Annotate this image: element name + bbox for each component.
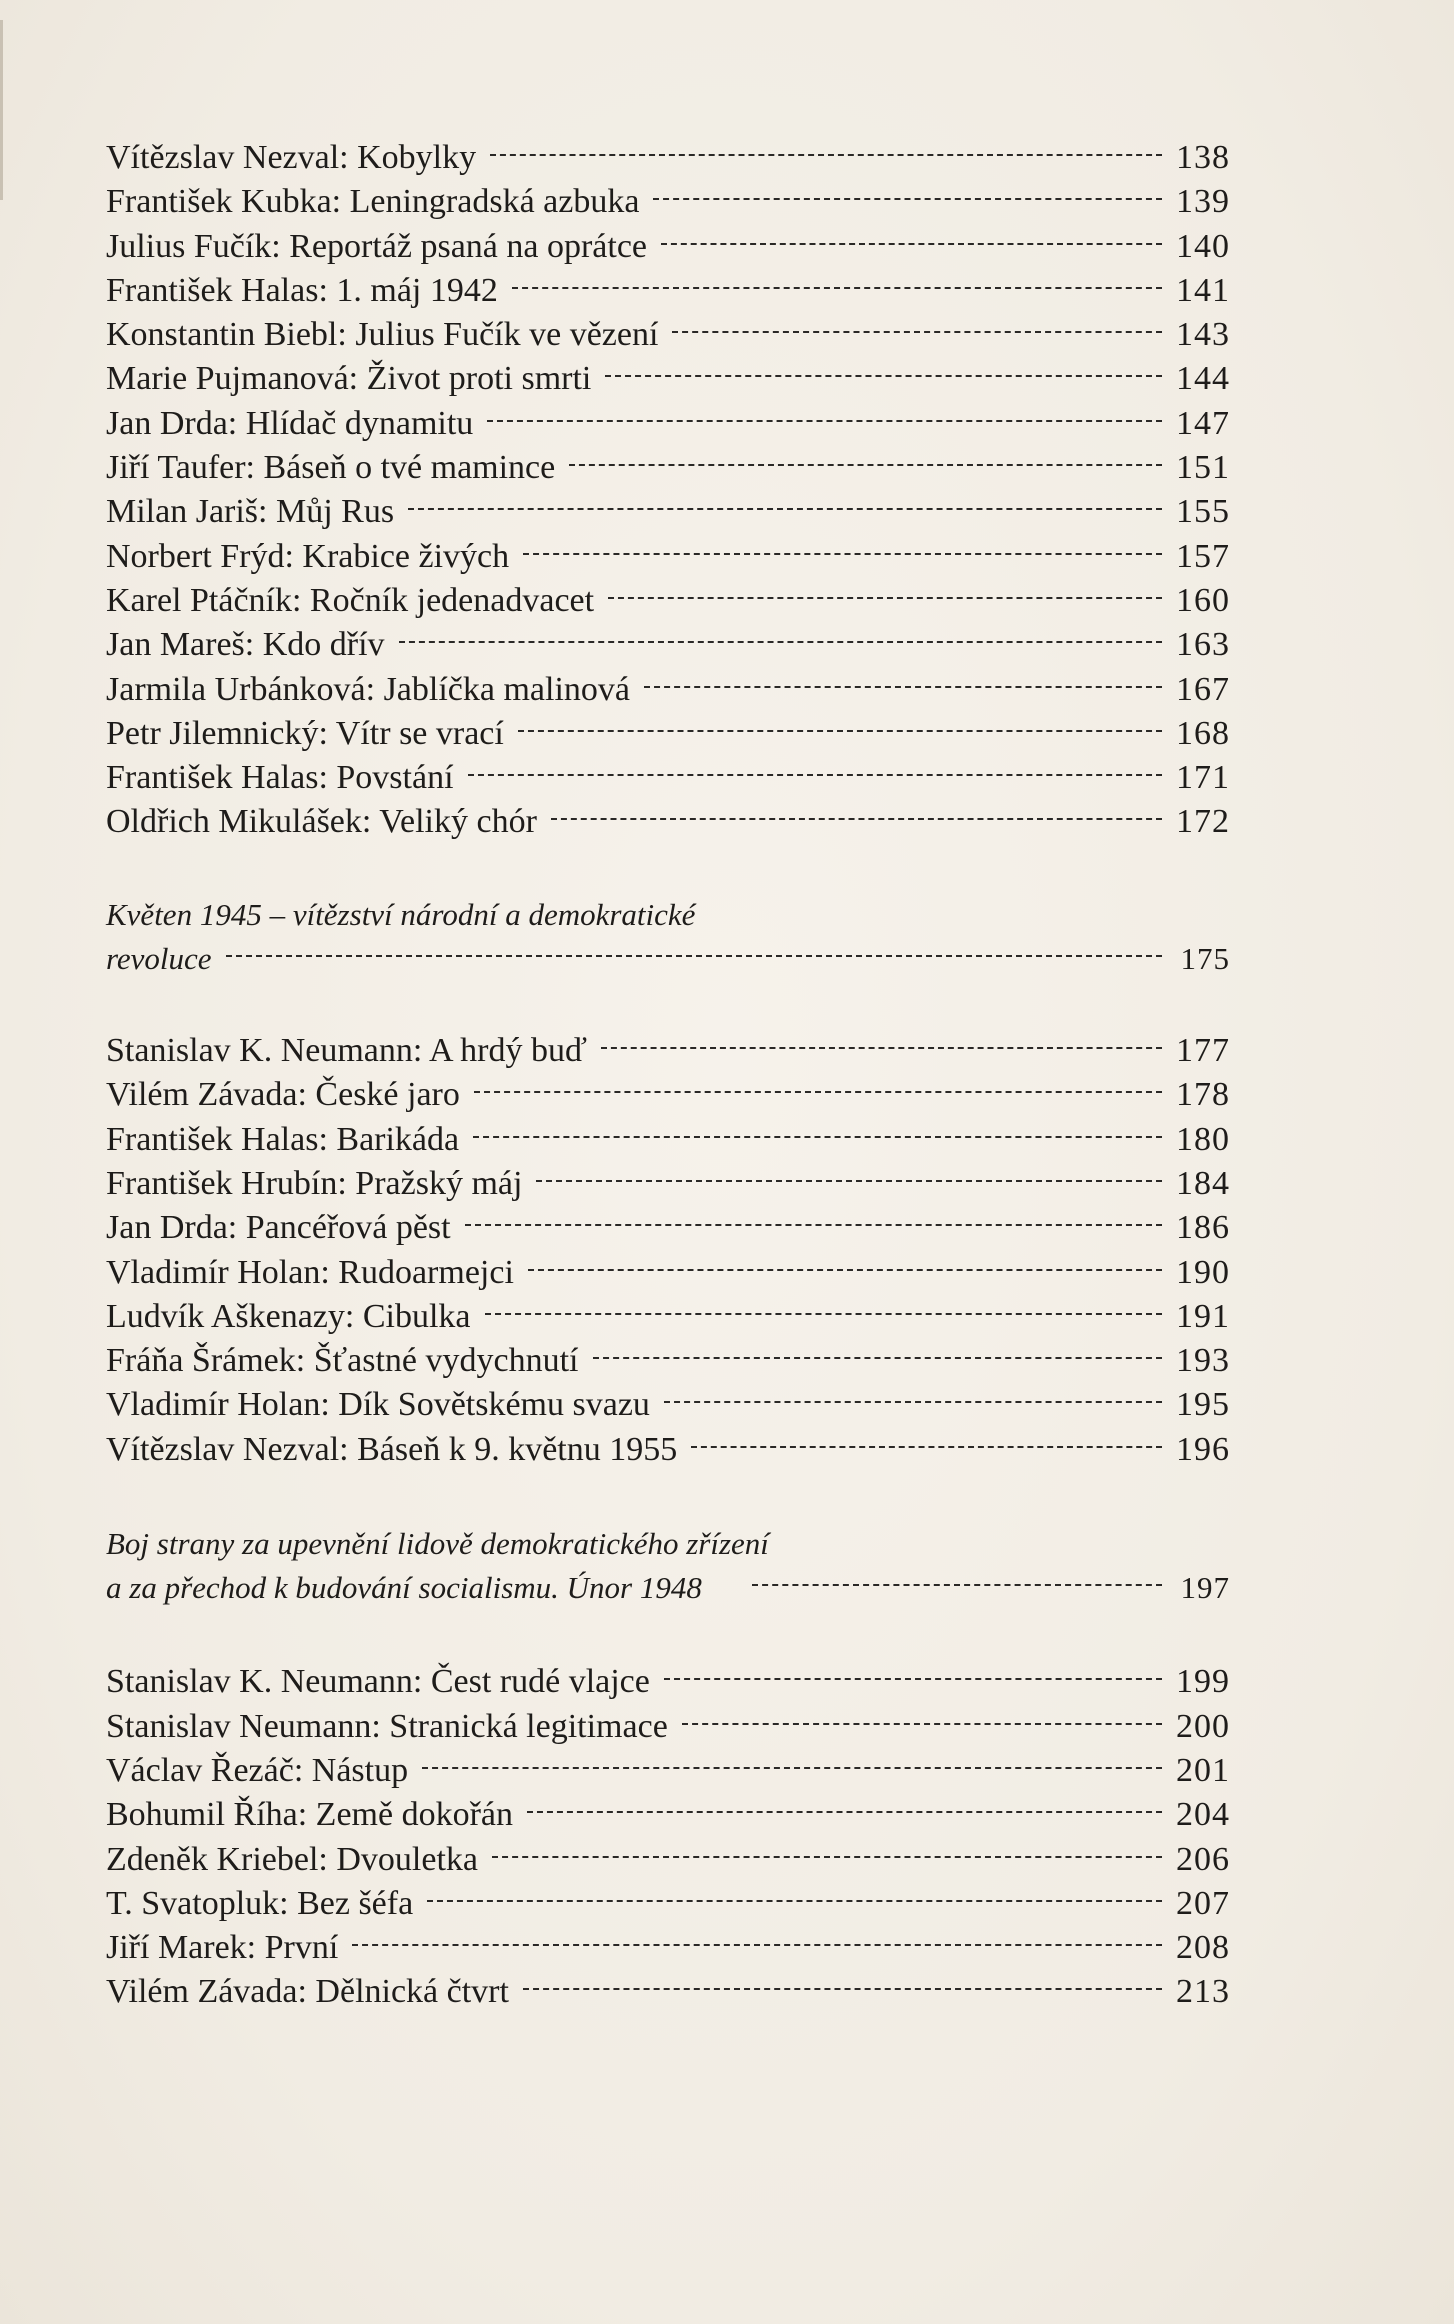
page-number: 160	[1176, 581, 1230, 619]
dot-leader	[664, 1401, 1162, 1403]
entry-title: Ludvík Aškenazy: Cibulka	[106, 1297, 471, 1335]
spacer	[106, 845, 1230, 893]
spacer	[106, 1610, 1230, 1660]
entry-title: Jan Drda: Pancéřová pěst	[106, 1209, 451, 1247]
entry-title: T. Svatopluk: Bez šéfa	[106, 1884, 414, 1922]
toc-entry	[106, 1838, 1230, 1882]
page-number: 171	[1176, 759, 1230, 797]
entry-title: Vladimír Holan: Dík Sovětskému svazu	[106, 1386, 650, 1424]
dot-leader	[352, 1944, 1162, 1946]
dot-leader	[490, 154, 1162, 156]
dot-leader	[605, 375, 1162, 377]
dot-leader	[593, 1357, 1163, 1359]
page-number: 201	[1176, 1751, 1230, 1789]
entry-title: Jan Drda: Hlídač dynamitu	[106, 404, 474, 442]
dot-leader	[682, 1723, 1162, 1725]
toc-entry	[106, 800, 1230, 844]
dot-leader	[664, 1678, 1162, 1680]
entry-title: Konstantin Biebl: Julius Fučík ve vězení	[106, 316, 659, 354]
entry-title: František Halas: Povstání	[106, 759, 454, 797]
entry-title: František Halas: Barikáda	[106, 1120, 460, 1158]
page-number: 204	[1176, 1796, 1230, 1834]
dot-leader	[752, 1584, 1162, 1586]
page-number: 138	[1176, 139, 1230, 176]
entry-title: Vítězslav Nezval: Kobylky	[106, 139, 477, 176]
page-number: 196	[1176, 1430, 1230, 1468]
toc-entry	[106, 1705, 1230, 1749]
dot-leader	[518, 730, 1162, 732]
toc-entry	[106, 446, 1230, 490]
toc-entry	[106, 1118, 1230, 1162]
dot-leader	[468, 774, 1162, 776]
toc-entry	[106, 756, 1230, 800]
page-number: 200	[1176, 1707, 1230, 1745]
dot-leader	[536, 1180, 1162, 1182]
page-number: 191	[1176, 1297, 1230, 1335]
entry-title: Jan Mareš: Kdo dřív	[106, 626, 385, 664]
dot-leader	[465, 1224, 1162, 1226]
entry-title: Milan Jariš: Můj Rus	[106, 493, 395, 531]
dot-leader	[527, 1811, 1162, 1813]
entry-title: Julius Fučík: Reportáž psaná na oprátce	[106, 227, 648, 265]
page-number: 208	[1176, 1929, 1230, 1967]
page-number: 178	[1176, 1076, 1230, 1114]
dot-leader	[653, 198, 1162, 200]
toc-entry	[106, 1428, 1230, 1472]
entry-title: František Kubka: Leningradská azbuka	[106, 183, 640, 221]
toc-entry	[106, 1073, 1230, 1117]
section-heading-2	[106, 1522, 1230, 1610]
toc-entry	[106, 579, 1230, 623]
entry-title: Zdeněk Kriebel: Dvouletka	[106, 1840, 478, 1878]
dot-leader	[569, 464, 1162, 466]
section-heading-row	[106, 1566, 1230, 1610]
page-number: 175	[1180, 940, 1230, 976]
toc-entry	[106, 535, 1230, 579]
page-number: 140	[1176, 227, 1230, 265]
entry-title: Vladimír Holan: Rudoarmejci	[106, 1253, 514, 1291]
page-number: 143	[1176, 316, 1230, 354]
dot-leader	[644, 686, 1162, 688]
page-number: 207	[1176, 1884, 1230, 1922]
toc-entry	[106, 1660, 1230, 1704]
toc-entry	[106, 1926, 1230, 1970]
dot-leader	[551, 818, 1162, 820]
dot-leader	[427, 1900, 1162, 1902]
dot-leader	[474, 1091, 1162, 1093]
table-of-contents	[106, 136, 1230, 2015]
dot-leader	[485, 1313, 1162, 1315]
toc-entry	[106, 712, 1230, 756]
entry-title: Oldřich Mikulášek: Veliký chór	[106, 803, 537, 841]
dot-leader	[226, 955, 1162, 957]
entry-title: Jarmila Urbánková: Jablíčka malinová	[106, 670, 630, 708]
dot-leader	[672, 331, 1162, 333]
entry-title: Stanislav K. Neumann: Čest rudé vlajce	[106, 1663, 650, 1701]
page-number: 184	[1176, 1164, 1230, 1202]
section-heading-line: Boj strany za upevnění lidově demokratického zřízení	[106, 1526, 769, 1562]
toc-entry	[106, 136, 1230, 180]
page-number: 141	[1176, 271, 1230, 309]
entry-title: Vítězslav Nezval: Báseň k 9. květnu 1955	[106, 1430, 678, 1468]
page-number: 157	[1176, 537, 1230, 575]
page-number: 139	[1176, 183, 1230, 221]
page-number: 177	[1176, 1032, 1230, 1070]
dot-leader	[408, 508, 1162, 510]
page-number: 206	[1176, 1840, 1230, 1878]
dot-leader	[608, 597, 1162, 599]
entry-title: Petr Jilemnický: Vítr se vrací	[106, 714, 504, 752]
toc-entry	[106, 1251, 1230, 1295]
toc-entry	[106, 623, 1230, 667]
page-number: 151	[1176, 449, 1230, 487]
entry-title: Bohumil Říha: Země dokořán	[106, 1796, 513, 1834]
entry-title: Norbert Frýd: Krabice živých	[106, 537, 510, 575]
toc-entry	[106, 402, 1230, 446]
entry-title: Jiří Taufer: Báseň o tvé mamince	[106, 449, 556, 487]
entry-title: Vilém Závada: Dělnická čtvrt	[106, 1973, 509, 2011]
section-heading-row	[106, 937, 1230, 981]
toc-entry	[106, 1383, 1230, 1427]
entry-title: Marie Pujmanová: Život proti smrti	[106, 360, 592, 398]
entry-title: Stanislav Neumann: Stranická legitimace	[106, 1707, 668, 1745]
toc-entry	[106, 313, 1230, 357]
page-number: 167	[1176, 670, 1230, 708]
toc-entry	[106, 1162, 1230, 1206]
dot-leader	[399, 641, 1162, 643]
dot-leader	[487, 420, 1162, 422]
page-number: 180	[1176, 1120, 1230, 1158]
dot-leader	[512, 287, 1162, 289]
entry-title: František Hrubín: Pražský máj	[106, 1164, 523, 1202]
spacer	[106, 981, 1230, 1029]
page-number: 147	[1176, 404, 1230, 442]
toc-entry	[106, 225, 1230, 269]
entry-title: Karel Ptáčník: Ročník jedenadvacet	[106, 581, 595, 619]
toc-entry	[106, 1749, 1230, 1793]
toc-entry	[106, 668, 1230, 712]
dot-leader	[422, 1767, 1162, 1769]
page-number: 213	[1176, 1973, 1230, 2011]
toc-entry	[106, 1029, 1230, 1073]
page-edge-mark	[0, 20, 3, 200]
dot-leader	[528, 1269, 1162, 1271]
dot-leader	[601, 1047, 1162, 1049]
page-number: 163	[1176, 626, 1230, 664]
entry-title: Vilém Závada: České jaro	[106, 1076, 460, 1114]
dot-leader	[492, 1856, 1162, 1858]
section-heading-line: revoluce	[106, 940, 212, 976]
toc-entry	[106, 1295, 1230, 1339]
toc-block-1	[106, 136, 1230, 845]
page-number: 186	[1176, 1209, 1230, 1247]
entry-title: Jiří Marek: První	[106, 1929, 339, 1967]
page-number: 193	[1176, 1342, 1230, 1380]
toc-entry	[106, 1206, 1230, 1250]
entry-title: Fráňa Šrámek: Šťastné vydychnutí	[106, 1342, 579, 1380]
toc-entry	[106, 180, 1230, 224]
section-heading-line: a za přechod k budování socialismu. Únor 1948	[106, 1570, 702, 1606]
page-number: 155	[1176, 493, 1230, 531]
entry-title: Stanislav K. Neumann: A hrdý buď	[106, 1032, 587, 1070]
toc-entry	[106, 357, 1230, 401]
page-number: 144	[1176, 360, 1230, 398]
dot-leader	[523, 1988, 1162, 1990]
entry-title: Václav Řezáč: Nástup	[106, 1751, 409, 1789]
spacer	[106, 1472, 1230, 1522]
section-heading-line: Květen 1945 – vítězství národní a demokratické	[106, 896, 696, 932]
page-number: 172	[1176, 803, 1230, 841]
dot-leader	[523, 553, 1162, 555]
dot-leader	[473, 1136, 1162, 1138]
toc-entry	[106, 1793, 1230, 1837]
toc-entry	[106, 1882, 1230, 1926]
entry-title: František Halas: 1. máj 1942	[106, 271, 498, 309]
page-number: 197	[1180, 1570, 1230, 1606]
dot-leader	[691, 1446, 1162, 1448]
page-number: 168	[1176, 714, 1230, 752]
section-heading-1	[106, 893, 1230, 981]
page-number: 199	[1176, 1663, 1230, 1701]
toc-entry	[106, 269, 1230, 313]
dot-leader	[661, 243, 1162, 245]
toc-entry	[106, 1339, 1230, 1383]
page-number: 195	[1176, 1386, 1230, 1424]
toc-entry	[106, 490, 1230, 534]
page-number: 190	[1176, 1253, 1230, 1291]
toc-block-2	[106, 1029, 1230, 1472]
toc-block-3	[106, 1660, 1230, 2014]
toc-entry	[106, 1970, 1230, 2014]
